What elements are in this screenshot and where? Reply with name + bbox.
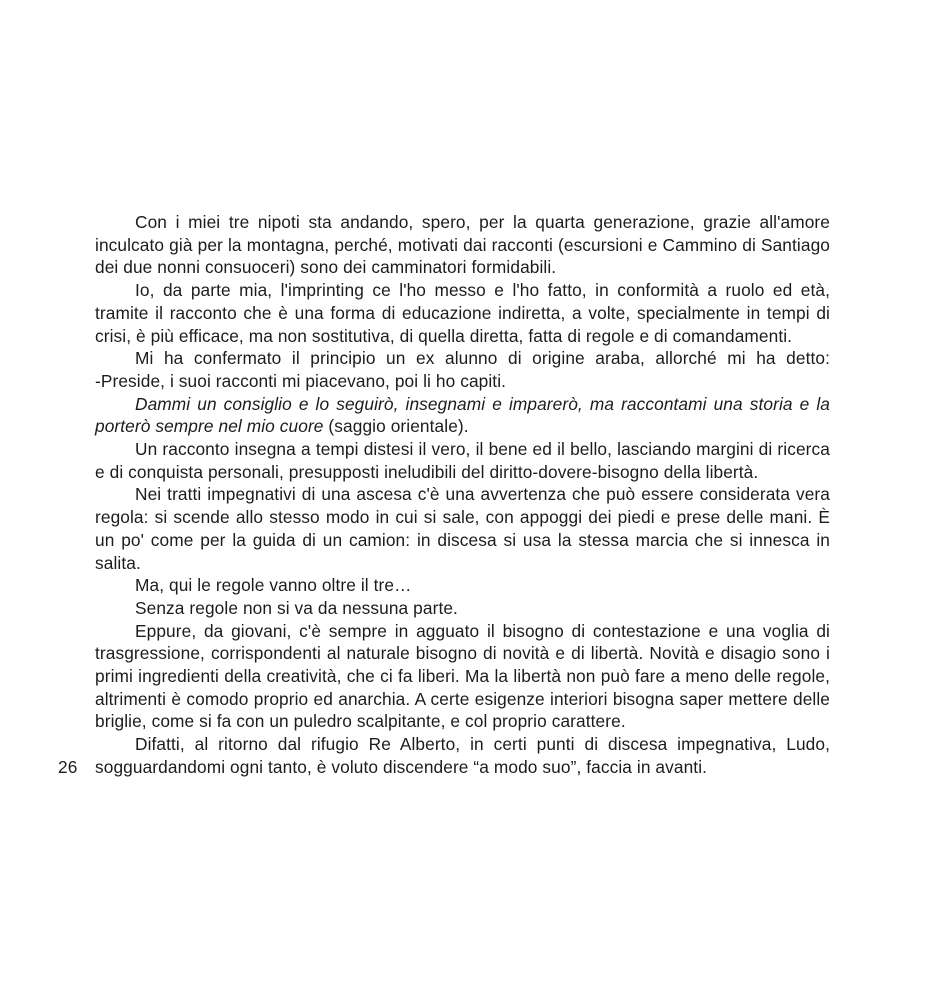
text-run: (saggio orientale). (323, 416, 469, 437)
text-run: Con i miei tre nipoti sta andando, spero, per la quarta generazione, grazie all'amore inculcato già per la montagna, perché, motivati dai racconti (escursioni e Cammino di Santiago dei due nonni consuoceri) sono dei camminatori formidabili. (95, 212, 830, 278)
text-run: Difatti, al ritorno dal rifugio Re Alberto, in certi punti di discesa impegnativa, Ludo, sogguardandomi ogni tanto, è voluto discendere “a modo suo”, faccia in avanti. (95, 734, 830, 777)
text-run: Mi ha confermato il principio un ex alunno di origine araba, allorché mi ha detto: (135, 348, 830, 369)
paragraph (95, 574, 830, 597)
paragraph (95, 393, 830, 438)
paragraph (95, 733, 830, 778)
paragraph (95, 211, 830, 279)
paragraph (95, 279, 830, 347)
italic-text-run: Dammi un consiglio e lo seguirò, insegnami e imparerò, ma raccontami una storia e la porterò sempre nel mio cuore (95, 393, 830, 437)
text-run: Senza regole non si va da nessuna parte. (135, 597, 458, 618)
text-run: Un racconto insegna a tempi distesi il vero, il bene ed il bello, lasciando margini di ricerca e di conquista personali, presupposti ineludibili del diritto-dovere-bisogno della libertà. (95, 439, 830, 482)
text-run: Eppure, da giovani, c'è sempre in agguato il bisogno di contestazione e una voglia di trasgressione, corrispondenti al naturale bisogno di novità e di libertà. Novità e disagio sono i primi ingredienti della creatività, che ci fa liberi. Ma la libertà non può fare a meno delle regole, altrimenti è comodo proprio ed anarchia. A certe esigenze interiori bisogna saper mettere delle briglie, come si fa con un puledro scalpitante, e col proprio carattere. (95, 620, 830, 732)
text-run: -Preside, i suoi racconti mi piacevano, poi li ho capiti. (95, 370, 507, 391)
body-text (58, 211, 830, 779)
paragraph (95, 597, 830, 620)
paragraph (95, 620, 830, 734)
text-run: Io, da parte mia, l'imprinting ce l'ho messo e l'ho fatto, in conformità a ruolo ed età, tramite il racconto che è una forma di educazione indiretta, a volte, specialmente in tempi di crisi, è più efficace, ma non sostitutiva, di quella diretta, fatta di regole e di comandamenti. (95, 280, 830, 346)
text-run: Nei tratti impegnativi di una ascesa c'è una avvertenza che può essere considerata vera regola: si scende allo stesso modo in cui si sale, con appoggi dei piedi e prese delle mani. È un po' come per la guida di un camion: in discesa si usa la stessa marcia che si innesca in salita. (95, 484, 830, 573)
paragraph (95, 483, 830, 574)
paragraph (95, 438, 830, 483)
paragraph (95, 347, 830, 370)
paragraph (95, 370, 830, 393)
page-number: 26 (58, 756, 78, 777)
text-run: Ma, qui le regole vanno oltre il tre… (135, 575, 412, 596)
